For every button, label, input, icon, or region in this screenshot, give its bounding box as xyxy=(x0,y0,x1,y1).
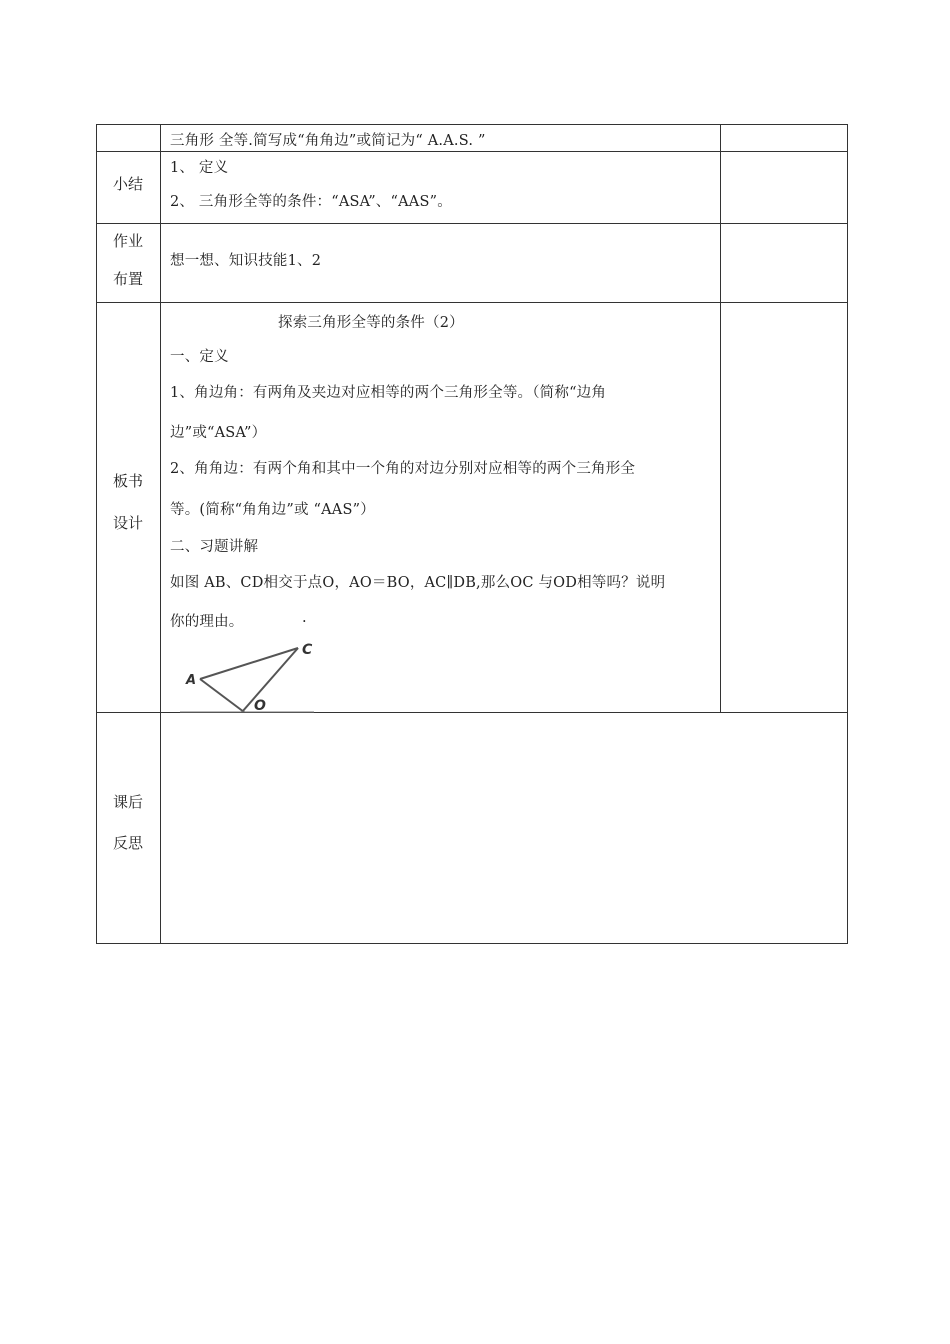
definition-1-line-2: 边”或“ASA”） xyxy=(170,425,267,441)
homework-label-1: 作业 xyxy=(112,232,143,250)
board-label-2: 设计 xyxy=(112,514,143,532)
table-row-divider-2 xyxy=(96,223,848,224)
reflection-label-1: 课后 xyxy=(112,793,143,811)
point-a-label: A xyxy=(186,673,197,688)
table-border-bottom xyxy=(96,943,848,944)
exercise-line-2: 你的理由。 xyxy=(170,614,244,630)
homework-label-2: 布置 xyxy=(112,270,143,288)
reflection-label-2: 反思 xyxy=(112,834,143,852)
reflection-content-area[interactable] xyxy=(161,713,847,943)
table-col-divider-2 xyxy=(720,124,721,713)
homework-text: 想一想、知识技能1、2 xyxy=(170,253,322,269)
continuation-text: 三角形 全等.简写成“角角边”或简记为“ A.A.S. ” xyxy=(170,133,486,149)
table-border-right xyxy=(847,124,848,944)
definition-2-line-2: 等。(简称“角角边”或 “AAS”） xyxy=(170,502,375,518)
board-label-1: 板书 xyxy=(112,472,143,490)
table-border-top xyxy=(96,124,848,125)
summary-line-1: 1、 定义 xyxy=(170,160,229,176)
triangle-figure xyxy=(180,636,330,714)
board-title: 探索三角形全等的条件（2） xyxy=(278,315,464,331)
point-o-label: O xyxy=(254,698,266,714)
section-exercise: 二、习题讲解 xyxy=(170,539,259,555)
definition-2-line-1: 2、角角边：有两个角和其中一个角的对边分别对应相等的两个三角形全 xyxy=(170,461,636,477)
summary-label: 小结 xyxy=(112,175,143,193)
segment-ao xyxy=(200,679,244,712)
definition-1-line-1: 1、角边角：有两角及夹边对应相等的两个三角形全等。（简称“边角 xyxy=(170,385,607,401)
table-row-divider-3 xyxy=(96,302,848,303)
table-row-divider-1 xyxy=(96,151,848,152)
section-definition: 一、定义 xyxy=(170,349,229,365)
summary-line-2: 2、 三角形全等的条件：“ASA”、“AAS”。 xyxy=(170,194,452,210)
exercise-dot: . xyxy=(302,610,307,626)
exercise-line-1: 如图 AB、CD相交于点O，AO＝BO，AC∥DB,那么OC 与OD相等吗？说明 xyxy=(170,575,666,591)
point-c-label: C xyxy=(302,642,313,658)
